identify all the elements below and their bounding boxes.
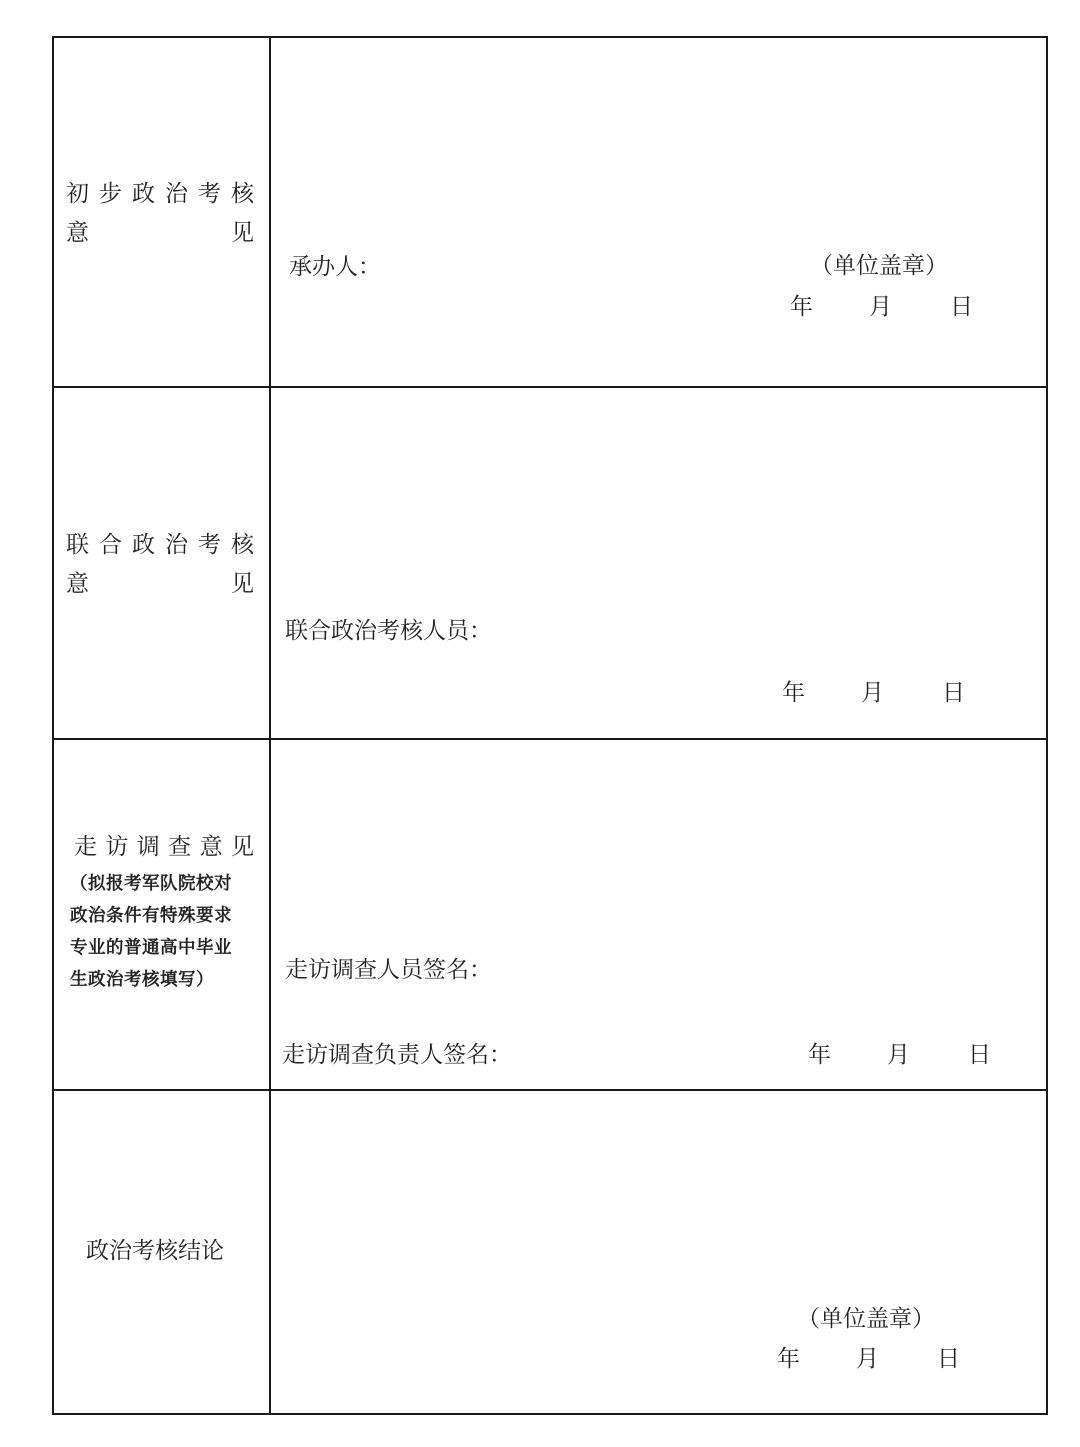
section3-note: （拟报考军队院校对 政治条件有特殊要求 专业的普通高中毕业 生政治考核填写） <box>70 874 232 990</box>
row-divider-3 <box>54 1089 1046 1091</box>
investigator-signature-label: 走访调查人员签名： <box>285 957 492 983</box>
section2-label-line2: 意 见 <box>66 571 254 597</box>
section4-seal-text: （单位盖章） <box>797 1306 935 1332</box>
handler-label: 承办人： <box>289 254 381 280</box>
section1-label-line2: 意 见 <box>66 220 254 246</box>
column-divider <box>269 38 271 1413</box>
conclusion-label: 政治考核结论 <box>86 1238 224 1264</box>
section1-seal-text: （单位盖章） <box>810 253 948 279</box>
section2-label-line1: 联 合 政 治 考 核 <box>66 532 254 558</box>
row-divider-1 <box>54 386 1046 388</box>
section1-label-line1: 初 步 政 治 考 核 <box>66 181 254 207</box>
section3-label-line1: 走 访 调 查 意 见 <box>74 834 254 860</box>
joint-reviewer-label: 联合政治考核人员： <box>285 618 492 644</box>
row-divider-2 <box>54 738 1046 740</box>
leader-signature-label: 走访调查负责人签名： <box>282 1042 512 1068</box>
